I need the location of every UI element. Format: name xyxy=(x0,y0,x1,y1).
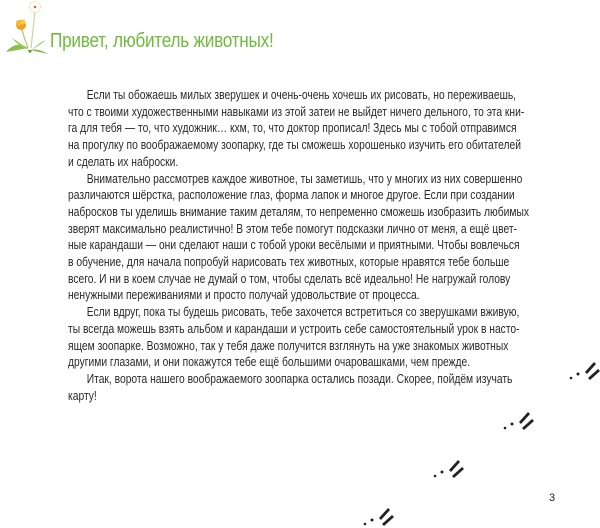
dandelion-icon xyxy=(2,0,50,60)
text-line: другими глазами, и они покажутся тебе ещё большими очаровашками, чем прежде. xyxy=(68,354,471,370)
footprint-icon xyxy=(432,456,472,480)
text-line: ты всегда можешь взять альбом и карандаши и устроить себе самостоятельный урок в насто- xyxy=(68,320,520,336)
text-line: Внимательно рассмотрев каждое животное, ты заметишь, что у многих из них совершенно xyxy=(86,170,523,186)
text-line: карту! xyxy=(68,387,97,403)
text-line: и сделать их наброски. xyxy=(68,153,179,169)
text-line: ные карандаши — они сделают наши с тобой уроки весёлыми и приятными. Чтобы вовлечься xyxy=(68,237,520,253)
text-line: на прогулку по воображаемому зоопарку, где ты сможешь хорошенько изучить его обитателей xyxy=(68,137,521,153)
text-line: ящем зоопарке. Возможно, так у тебя даже получится взглянуть на уже знакомых животных xyxy=(68,337,509,353)
text-line: в обучение, для начала попробуй нарисовать тех животных, которые нравятся тебе больше xyxy=(68,254,510,270)
text-line: зверят максимально реалистично! В этом тебе помогут подсказки лично от меня, а ещё цвет- xyxy=(68,220,517,236)
text-line: Итак, ворота нашего воображаемого зоопарка остались позади. Скорее, пойдём изучать xyxy=(86,370,513,386)
body-text xyxy=(68,87,536,404)
text-line: Если ты обожаешь милых зверушек и очень-очень хочешь их рисовать, но переживаешь, xyxy=(86,87,517,102)
footprint-icon xyxy=(362,504,402,528)
footprint-icon xyxy=(568,358,600,382)
text-line: га для тебя — то, что художник… кхм, то, что доктор прописал! Здесь мы с тобой отправимся xyxy=(68,120,517,136)
text-line: всего. И ни в коем случае не думай о том, чтобы сделать всё идеально! Не нагружай голову xyxy=(68,270,511,286)
text-line: Если вдруг, пока ты будешь рисовать, тебе захочется встретиться со зверушками вживую, xyxy=(86,304,520,320)
page-title: Привет, любитель животных! xyxy=(50,30,274,52)
text-line: ненужными переживаниями и просто получай удовольствие от процесса. xyxy=(68,287,420,303)
footprint-icon xyxy=(502,408,542,432)
text-line: различаются шёрстка, расположение глаз, форма лапок и многое другое. Если при создании xyxy=(68,187,515,203)
text-line: набросков ты уделишь внимание таким деталям, то непременно сможешь изобразить любимых xyxy=(68,203,529,219)
page-number: 3 xyxy=(549,492,556,504)
text-line: что с твоими художественными навыками из этой затеи не выйдет ничего дельного, то эта кни- xyxy=(68,103,525,119)
